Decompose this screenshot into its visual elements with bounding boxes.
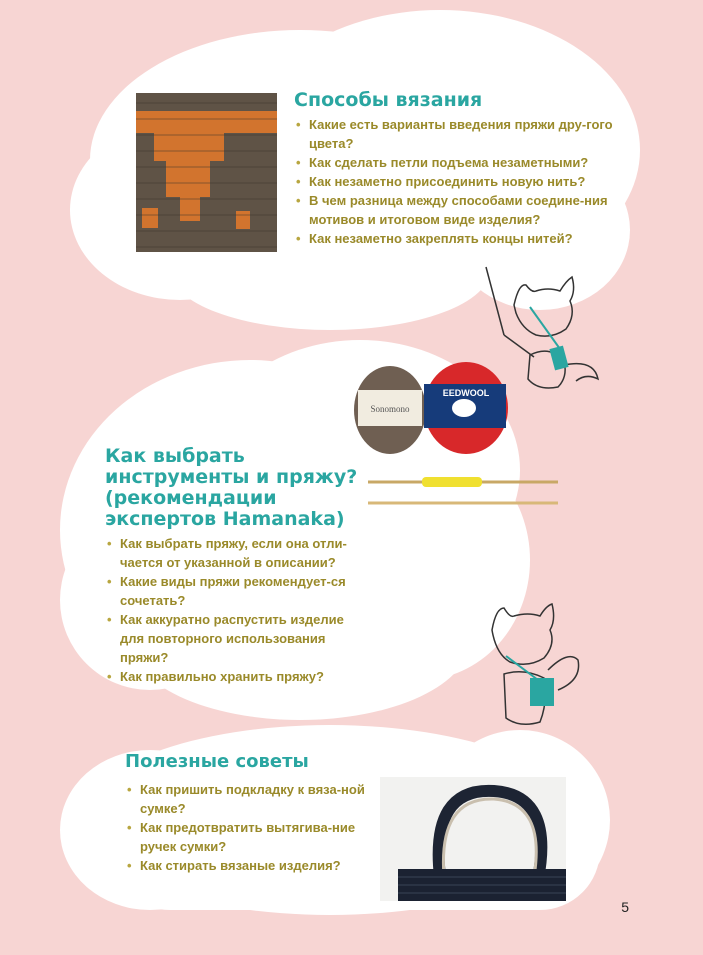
- list-item: • Как выбрать пряжу, если она отли-чается от указанной в описании?: [105, 534, 360, 572]
- section-title: Способы вязания: [294, 89, 483, 111]
- title-line: (рекомендации: [105, 486, 277, 509]
- list-item: • Как правильно хранить пряжу?: [105, 667, 360, 686]
- cat-with-bag-illustration: [478, 600, 588, 735]
- list-item: • Как предотвратить вытягива-ние ручек сумки?: [125, 818, 365, 856]
- title-line: экспертов Hamanaka): [105, 507, 345, 530]
- title-line: инструменты и пряжу?: [105, 465, 358, 488]
- list-item: • Как стирать вязаные изделия?: [125, 856, 365, 875]
- list-item: • Как незаметно закреплять концы нитей?: [294, 229, 614, 248]
- question-list: [125, 780, 365, 875]
- section-tools-and-yarn: [105, 446, 375, 686]
- question-list: [105, 534, 360, 686]
- title-line: Как выбрать: [105, 445, 245, 467]
- list-item: • Как пришить подкладку к вяза-ной сумке?: [125, 780, 365, 818]
- section-title: [105, 446, 375, 530]
- section-title: Полезные советы: [125, 751, 309, 772]
- section-knitting-methods: [294, 90, 614, 248]
- section-useful-tips: [125, 752, 365, 875]
- list-item: • Как сделать петли подъема незаметными?: [294, 153, 614, 172]
- list-item: • Какие есть варианты введения пряжи дру-гого цвета?: [294, 115, 614, 153]
- yarn-label-right: EEDWOOL: [442, 388, 490, 398]
- list-item: • В чем разница между способами соедине-ния мотивов и итоговом виде изделия?: [294, 191, 614, 229]
- yarn-and-hooks-image: [352, 360, 562, 520]
- list-item: • Как незаметно присоединить новую нить?: [294, 172, 614, 191]
- knitted-bag-image: [380, 777, 566, 901]
- list-item: • Какие виды пряжи рекомендует-ся сочетать?: [105, 572, 360, 610]
- knit-swatch-image: [136, 93, 277, 252]
- yarn-label-left: Sonomono: [370, 404, 410, 414]
- question-list: [294, 115, 614, 248]
- page-number: 5: [621, 899, 629, 915]
- list-item: • Как аккуратно распустить изделие для повторного использования пряжи?: [105, 610, 360, 667]
